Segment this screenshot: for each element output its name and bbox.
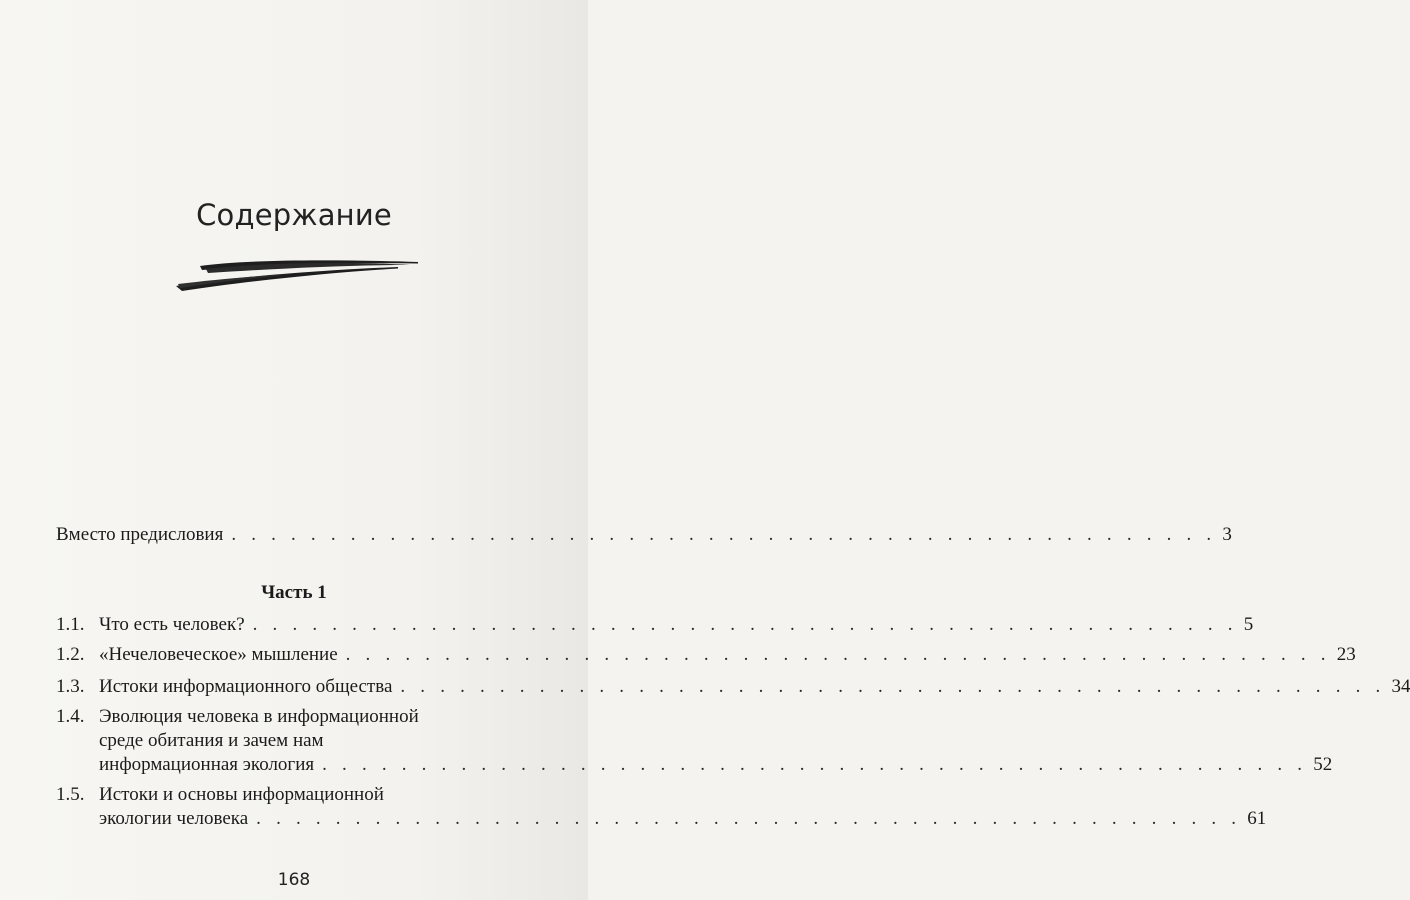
- toc-page-number: 61: [1247, 808, 1267, 829]
- leader-dots: . . . . . . . . . . . . . . . . . . . . . . . . . . . . . . . . . . . . . . . . . . . . . . . . . .: [400, 676, 1386, 697]
- toc-entry-number: 1.3.: [56, 676, 85, 697]
- toc-entry-1-2[interactable]: [56, 644, 1356, 666]
- toc-entry-text: Вместо предисловия: [56, 524, 224, 545]
- toc-entry-preface[interactable]: [56, 524, 1232, 546]
- toc-entry-text: экологии человека: [99, 808, 249, 829]
- toc-page-number: 34: [1391, 676, 1410, 697]
- part-heading: Часть 1: [261, 582, 327, 603]
- toc-entry-1-1[interactable]: [56, 614, 1254, 636]
- toc-entry-text: Что есть человек?: [99, 614, 245, 635]
- toc-entry-1-4[interactable]: [56, 706, 538, 728]
- leader-dots: . . . . . . . . . . . . . . . . . . . . . . . . . . . . . . . . . . . . . . . . . . . . . . . . . .: [322, 754, 1308, 775]
- toc-entry-number: 1.4.: [56, 706, 85, 727]
- toc-entry-text: «Нечеловеческое» мышление: [99, 644, 338, 665]
- page-title: Содержание: [196, 198, 392, 232]
- toc-entry-text: Истоки информационного общества: [99, 676, 393, 697]
- toc-page-number: 5: [1243, 614, 1254, 635]
- leader-dots: . . . . . . . . . . . . . . . . . . . . . . . . . . . . . . . . . . . . . . . . . . . . . . . . . .: [231, 524, 1217, 545]
- toc-entry-text: Истоки и основы информационной: [99, 784, 384, 805]
- toc-page-number: 23: [1336, 644, 1356, 665]
- toc-entry-number: 1.5.: [56, 784, 85, 805]
- toc-page-number: 52: [1313, 754, 1333, 775]
- leader-dots: . . . . . . . . . . . . . . . . . . . . . . . . . . . . . . . . . . . . . . . . . . . . . . . . . .: [345, 644, 1331, 665]
- toc-entry-1-5[interactable]: [56, 784, 538, 806]
- toc-entry-text-continued: среде обитания и зачем нам: [99, 730, 324, 751]
- toc-entry-text: Эволюция человека в информационной: [99, 706, 419, 727]
- leader-dots: . . . . . . . . . . . . . . . . . . . . . . . . . . . . . . . . . . . . . . . . . . . . . . . . . .: [256, 808, 1242, 829]
- toc-entry-number: 1.1.: [56, 614, 85, 635]
- title-flourish: [172, 256, 422, 296]
- toc-entry-text: информационная экология: [99, 754, 315, 775]
- toc-entry-1-3[interactable]: [56, 676, 1410, 698]
- toc-entry-1-5-last-line[interactable]: [99, 808, 1267, 830]
- toc-entry-number: 1.2.: [56, 644, 85, 665]
- toc-entry-1-4-last-line[interactable]: [99, 754, 1333, 776]
- page-number: 168: [277, 870, 311, 890]
- toc-page-number: 3: [1222, 524, 1232, 545]
- leader-dots: . . . . . . . . . . . . . . . . . . . . . . . . . . . . . . . . . . . . . . . . . . . . . . . . . .: [252, 614, 1238, 635]
